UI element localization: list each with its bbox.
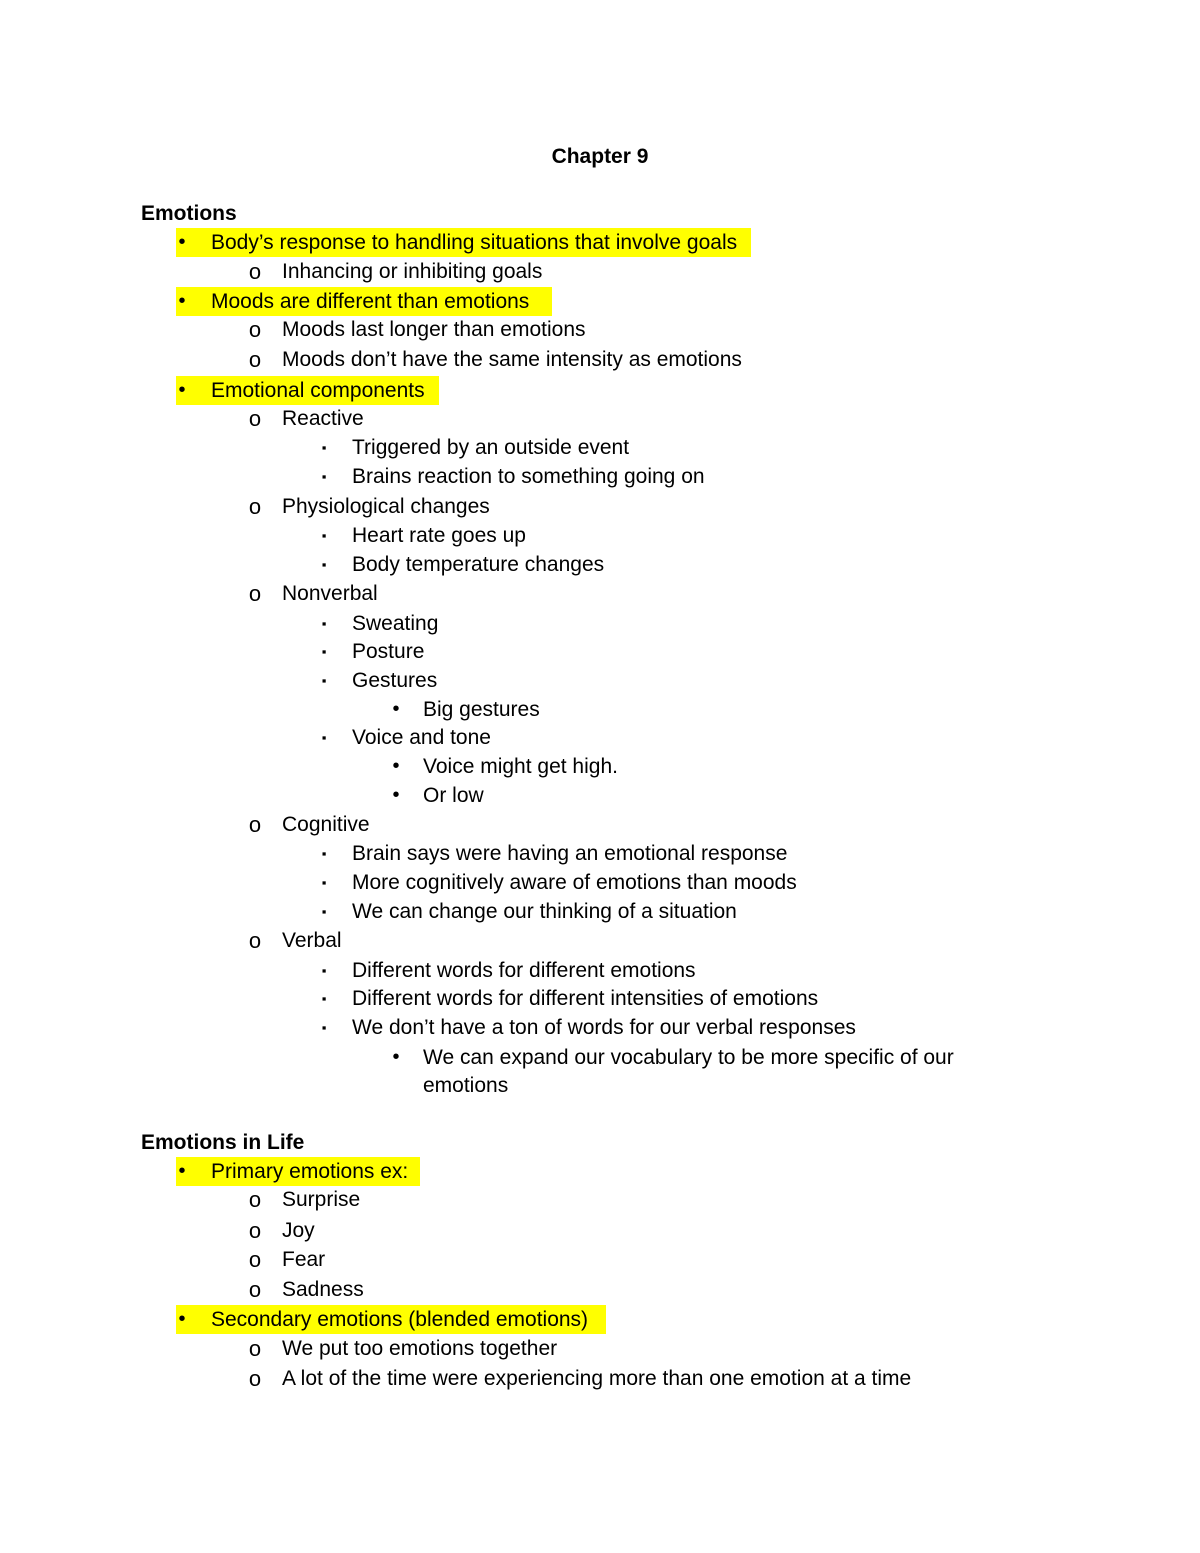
list-item-text: Voice might get high. (423, 755, 618, 778)
list-item-text: Cognitive (282, 813, 370, 836)
circle-bullet-marker: o (248, 812, 262, 837)
circle-bullet-marker: o (248, 406, 262, 431)
bullet-marker: • (392, 1046, 400, 1068)
list-item-text: Voice and tone (352, 726, 491, 749)
list-item-text: Different words for different emotions (352, 959, 696, 982)
list-item-text: Moods don’t have the same intensity as emotions (282, 348, 742, 371)
list-item-text: Sweating (352, 612, 439, 635)
circle-bullet-marker: o (248, 347, 262, 372)
list-item-text: Moods are different than emotions (211, 290, 530, 313)
list-item-text: Joy (282, 1219, 315, 1242)
bullet-marker: • (178, 231, 186, 253)
list-item-text: Posture (352, 640, 425, 663)
circle-bullet-marker: o (248, 259, 262, 284)
square-bullet-marker: ▪ (321, 963, 327, 978)
list-item-text: Physiological changes (282, 495, 490, 518)
list-item-text: Surprise (282, 1188, 361, 1211)
square-bullet-marker: ▪ (321, 528, 327, 543)
list-item-text: We don’t have a ton of words for our verbal responses (352, 1016, 856, 1039)
list-item-text: Or low (423, 784, 484, 807)
circle-bullet-marker: o (248, 1218, 262, 1243)
bullet-marker: • (178, 290, 186, 312)
square-bullet-marker: ▪ (321, 557, 327, 572)
square-bullet-marker: ▪ (321, 730, 327, 745)
list-item-text: Body temperature changes (352, 553, 605, 576)
list-item-text: Gestures (352, 669, 438, 692)
list-item-text: Different words for different intensities of emotions (352, 987, 819, 1010)
square-bullet-marker: ▪ (321, 904, 327, 919)
bullet-marker: • (392, 755, 400, 777)
circle-bullet-marker: o (248, 1187, 262, 1212)
circle-bullet-marker: o (248, 928, 262, 953)
circle-bullet-marker: o (248, 1336, 262, 1361)
circle-bullet-marker: o (248, 317, 262, 342)
page-title: Chapter 9 (551, 145, 649, 168)
circle-bullet-marker: o (248, 1366, 262, 1391)
list-item-text: emotions (423, 1074, 509, 1097)
list-item-text: A lot of the time were experiencing more than one emotion at a time (282, 1367, 912, 1390)
square-bullet-marker: ▪ (321, 469, 327, 484)
circle-bullet-marker: o (248, 1247, 262, 1272)
square-bullet-marker: ▪ (321, 440, 327, 455)
square-bullet-marker: ▪ (321, 875, 327, 890)
circle-bullet-marker: o (248, 494, 262, 519)
square-bullet-marker: ▪ (321, 616, 327, 631)
section-heading-emotions: Emotions (141, 202, 237, 225)
square-bullet-marker: ▪ (321, 1020, 327, 1035)
list-item-text: We can expand our vocabulary to be more specific of our (423, 1046, 954, 1069)
list-item-text: Brain says were having an emotional response (352, 842, 788, 865)
list-item-text: Inhancing or inhibiting goals (282, 260, 543, 283)
bullet-marker: • (178, 1160, 186, 1182)
square-bullet-marker: ▪ (321, 673, 327, 688)
list-item-text: Sadness (282, 1278, 364, 1301)
list-item-text: Reactive (282, 407, 364, 430)
list-item-text: Secondary emotions (blended emotions) (211, 1308, 589, 1331)
list-item-text: Heart rate goes up (352, 524, 526, 547)
square-bullet-marker: ▪ (321, 644, 327, 659)
bullet-marker: • (392, 698, 400, 720)
list-item-text: Body’s response to handling situations that involve goals (211, 231, 738, 254)
list-item-text: We put too emotions together (282, 1337, 558, 1360)
list-item-text: Triggered by an outside event (352, 436, 630, 459)
list-item-text: Brains reaction to something going on (352, 465, 705, 488)
section-heading-emotions-in-life: Emotions in Life (141, 1131, 305, 1154)
list-item-text: Verbal (282, 929, 342, 952)
square-bullet-marker: ▪ (321, 991, 327, 1006)
list-item-text: Fear (282, 1248, 326, 1271)
circle-bullet-marker: o (248, 1277, 262, 1302)
list-item-text: Big gestures (423, 698, 540, 721)
bullet-marker: • (392, 784, 400, 806)
list-item-text: Moods last longer than emotions (282, 318, 586, 341)
list-item-text: More cognitively aware of emotions than moods (352, 871, 797, 894)
circle-bullet-marker: o (248, 581, 262, 606)
list-item-text: Emotional components (211, 379, 425, 402)
list-item-text: Nonverbal (282, 582, 378, 605)
list-item-text: We can change our thinking of a situation (352, 900, 737, 923)
bullet-marker: • (178, 379, 186, 401)
list-item-text: Primary emotions ex: (211, 1160, 409, 1183)
bullet-marker: • (178, 1308, 186, 1330)
square-bullet-marker: ▪ (321, 846, 327, 861)
